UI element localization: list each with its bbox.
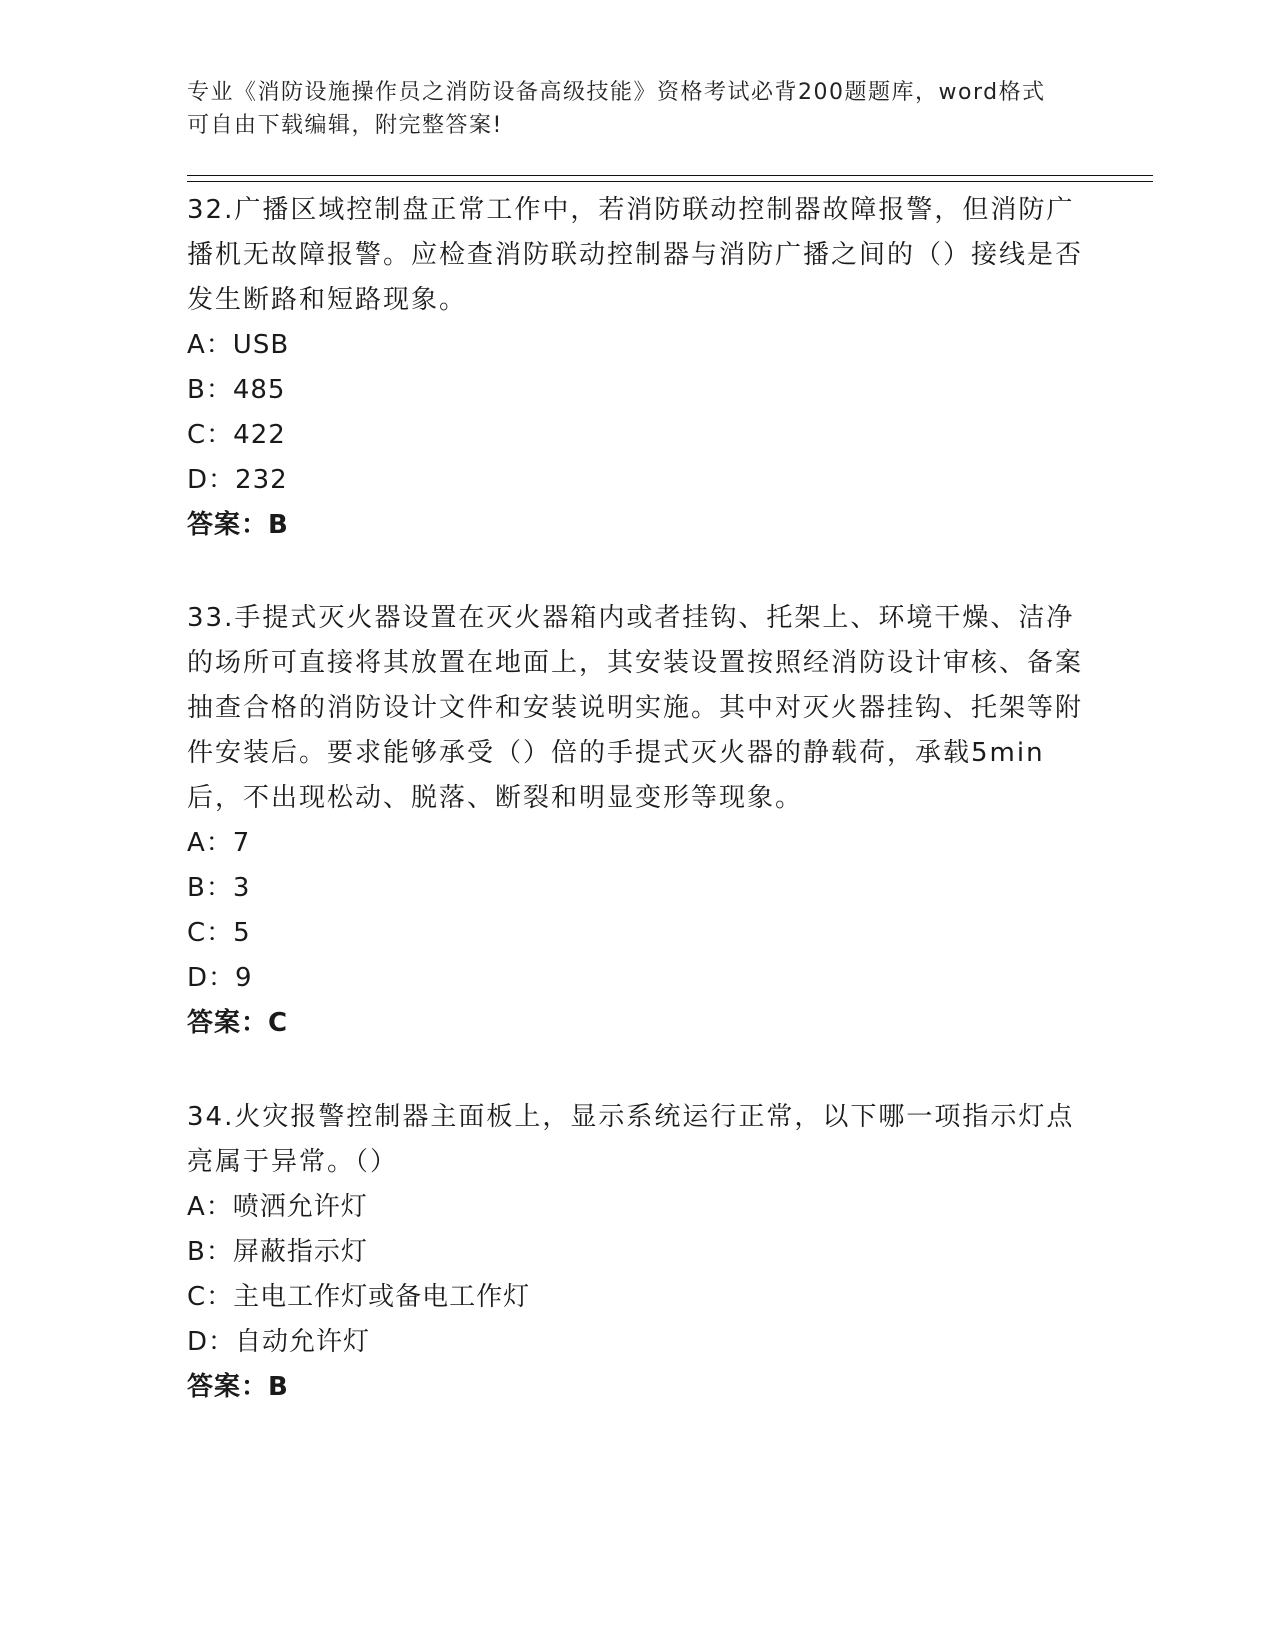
- option-c: C：422: [187, 420, 286, 450]
- option-a: A：USB: [187, 330, 290, 360]
- answer: 答案：B: [187, 510, 289, 540]
- question-stem: 32.广播区域控制盘正常工作中，若消防联动控制器故障报警，但消防广播机无故障报警。应检查消防联动控制器与消防广播之间的（）接线是否发生断路和短路现象。: [187, 195, 1084, 315]
- question-32: [187, 188, 1087, 548]
- document-header: 专业《消防设施操作员之消防设备高级技能》资格考试必背200题题库，word格式可自由下载编辑，附完整答案!: [187, 80, 1046, 138]
- question-33: [187, 596, 1087, 1046]
- question-34: [187, 1095, 1087, 1410]
- option-b: B：485: [187, 375, 286, 405]
- answer: 答案：C: [187, 1008, 289, 1038]
- answer: 答案：B: [187, 1372, 289, 1402]
- option-c: C：主电工作灯或备电工作灯: [187, 1282, 531, 1312]
- header-divider-top: [187, 175, 1153, 176]
- option-a: A：7: [187, 828, 251, 858]
- option-d: D：232: [187, 465, 288, 495]
- option-b: B：屏蔽指示灯: [187, 1237, 368, 1267]
- option-b: B：3: [187, 873, 251, 903]
- question-stem: 34.火灾报警控制器主面板上，显示系统运行正常，以下哪一项指示灯点亮属于异常。（）: [187, 1102, 1075, 1177]
- question-stem: 33.手提式灭火器设置在灭火器箱内或者挂钩、托架上、环境干燥、洁净的场所可直接将其放置在地面上，其安装设置按照经消防设计审核、备案抽查合格的消防设计文件和安装说明实施。其中对灭火器挂钩、托架等附件安装后。要求能够承受（）倍的手提式灭火器的静载荷，承载5min后，不出现松动、脱落、断裂和明显变形等现象。: [187, 603, 1084, 813]
- option-a: A：喷洒允许灯: [187, 1192, 368, 1222]
- option-d: D：自动允许灯: [187, 1327, 371, 1357]
- option-d: D：9: [187, 963, 253, 993]
- option-c: C：5: [187, 918, 251, 948]
- header-divider-bottom: [187, 181, 1153, 182]
